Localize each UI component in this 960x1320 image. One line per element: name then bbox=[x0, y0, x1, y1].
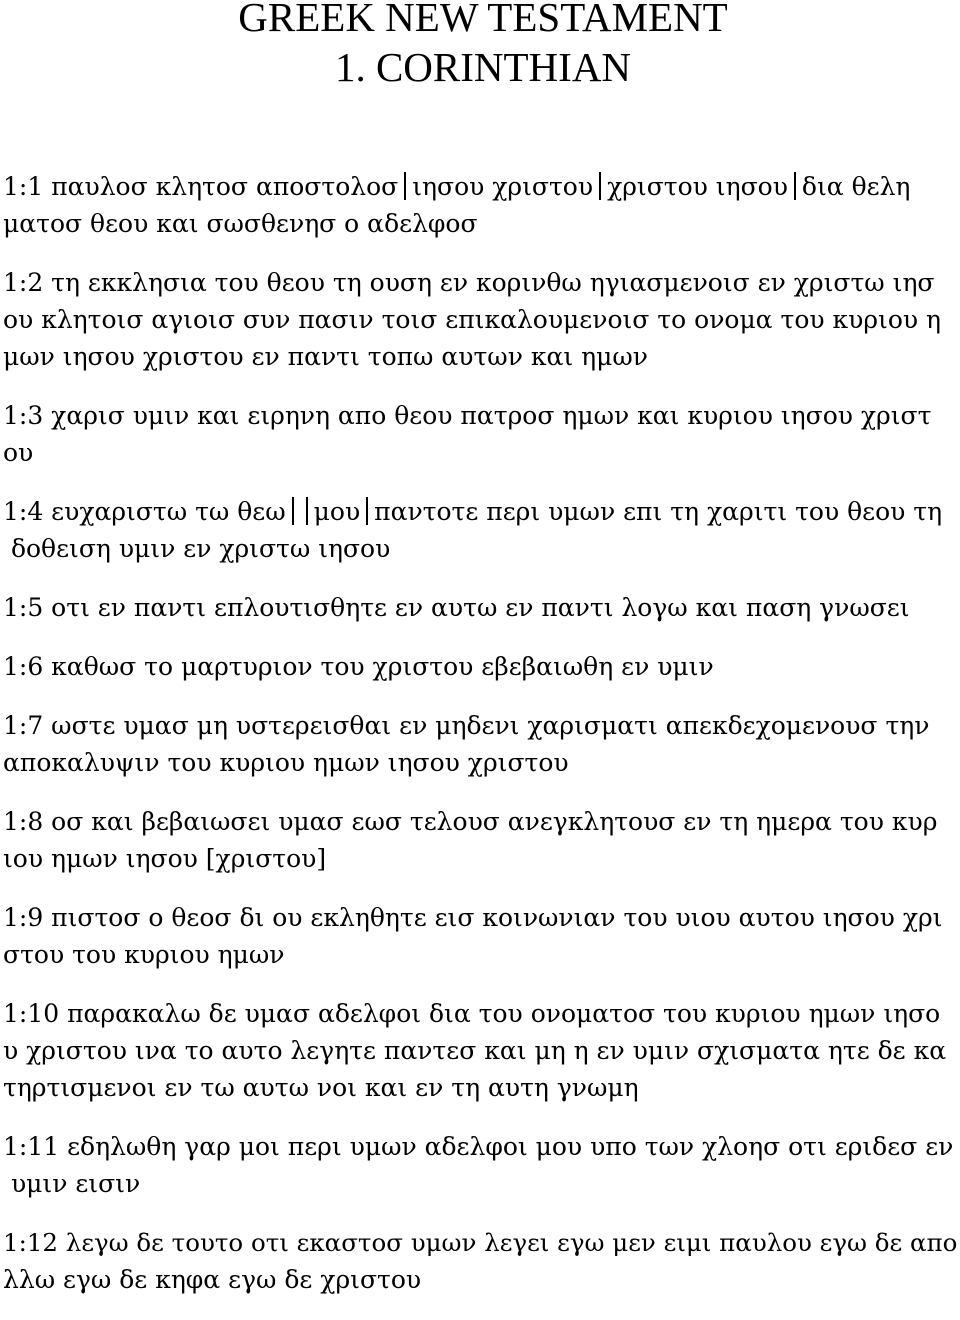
verse-text: 1:8 οσ και βεβαιωσει υμασ εωσ τελουσ ανεγκλητουσ εν τη ημερα του κυρ bbox=[3, 807, 938, 836]
verse-line bbox=[3, 397, 958, 434]
verse-text: ματοσ θεου και σωσθενησ ο αδελφοσ bbox=[3, 209, 478, 238]
verse-line bbox=[3, 338, 958, 375]
verse-text: 1:4 ευχαριστω τω θεω bbox=[3, 497, 286, 526]
verse-line bbox=[3, 434, 958, 471]
verse-line bbox=[3, 1165, 958, 1202]
verse-text: στου του κυριου ημων bbox=[3, 940, 285, 969]
verse-text: χριστου ιησου bbox=[607, 172, 788, 201]
verse bbox=[3, 168, 958, 242]
verse-line bbox=[3, 589, 958, 626]
verse-text: 1:7 ωστε υμασ μη υστερεισθαι εν μηδενι χαρισματι απεκδεχομενουσ την bbox=[3, 711, 930, 740]
verse-text: 1:3 χαρισ υμιν και ειρηνη απο θεου πατροσ ημων και κυριου ιησου χριστ bbox=[3, 401, 932, 430]
verse-line bbox=[3, 1224, 958, 1261]
verse bbox=[3, 397, 958, 471]
variant-separator bbox=[306, 497, 308, 525]
verse-line bbox=[3, 530, 958, 567]
verse-text: 1:11 εδηλωθη γαρ μοι περι υμων αδελφοι μου υπο των χλοησ οτι εριδεσ εν bbox=[3, 1132, 954, 1161]
verse-text: υ χριστου ινα το αυτο λεγητε παντεσ και μη η εν υμιν σχισματα ητε δε κα bbox=[3, 1036, 947, 1065]
verse bbox=[3, 899, 958, 973]
variant-separator bbox=[794, 172, 796, 200]
verse-list bbox=[3, 168, 958, 1320]
verse-text: 1:6 καθωσ το μαρτυριον του χριστου εβεβαιωθη εν υμιν bbox=[3, 652, 714, 681]
verse-line bbox=[3, 803, 958, 840]
verse bbox=[3, 589, 958, 626]
verse-text: δια θελη bbox=[801, 172, 911, 201]
verse-text: 1:12 λεγω δε τουτο οτι εκαστοσ υμων λεγει εγω μεν ειμι παυλου εγω δε απο bbox=[3, 1228, 958, 1257]
verse-line bbox=[3, 936, 958, 973]
verse-text: τηρτισμενοι εν τω αυτω νοι και εν τη αυτη γνωμη bbox=[3, 1073, 639, 1102]
verse bbox=[3, 648, 958, 685]
verse-text: 1:9 πιστοσ ο θεοσ δι ου εκληθητε εισ κοινωνιαν του υιου αυτου ιησου χρι bbox=[3, 903, 943, 932]
verse-text: μου bbox=[313, 497, 361, 526]
verse-text: 1:10 παρακαλω δε υμασ αδελφοι δια του ονοματοσ του κυριου ημων ιησο bbox=[3, 999, 941, 1028]
verse-text: λλω εγω δε κηφα εγω δε χριστου bbox=[3, 1265, 422, 1294]
verse-text: αποκαλυψιν του κυριου ημων ιησου χριστου bbox=[3, 748, 569, 777]
verse-text: υμιν εισιν bbox=[3, 1169, 141, 1198]
verse-line bbox=[3, 264, 958, 301]
verse bbox=[3, 995, 958, 1106]
verse-line bbox=[3, 648, 958, 685]
verse-text: ιου ημων ιησου [χριστου] bbox=[3, 844, 327, 873]
verse-line bbox=[3, 205, 958, 242]
verse-text: ου bbox=[3, 438, 34, 467]
verse-line bbox=[3, 493, 958, 530]
verse bbox=[3, 1224, 958, 1298]
verse-text: 1:1 παυλοσ κλητοσ αποστολοσ bbox=[3, 172, 399, 201]
verse bbox=[3, 803, 958, 877]
verse-text: ου κλητοισ αγιοισ συν πασιν τοισ επικαλουμενοισ το ονομα του κυριου η bbox=[3, 305, 942, 334]
verse-line bbox=[3, 840, 958, 877]
verse-line bbox=[3, 1069, 958, 1106]
variant-separator bbox=[366, 497, 368, 525]
verse-line bbox=[3, 1128, 958, 1165]
verse-line bbox=[3, 168, 958, 205]
verse-line bbox=[3, 899, 958, 936]
document-header bbox=[0, 0, 960, 88]
variant-separator bbox=[404, 172, 406, 200]
document-title: GREEK NEW TESTAMENT bbox=[238, 0, 728, 40]
verse-line bbox=[3, 995, 958, 1032]
verse-line bbox=[3, 744, 958, 781]
verse-text: 1:2 τη εκκλησια του θεου τη ουση εν κορινθω ηγιασμενοισ εν χριστω ιησ bbox=[3, 268, 935, 297]
verse-line bbox=[3, 1261, 958, 1298]
verse-line bbox=[3, 301, 958, 338]
verse-text: 1:5 οτι εν παντι επλουτισθητε εν αυτω εν παντι λογω και παση γνωσει bbox=[3, 593, 910, 622]
verse-text: παντοτε περι υμων επι τη χαριτι του θεου τη bbox=[374, 497, 943, 526]
variant-separator bbox=[599, 172, 601, 200]
verse-text: δοθειση υμιν εν χριστω ιησου bbox=[3, 534, 391, 563]
variant-separator bbox=[292, 497, 294, 525]
verse bbox=[3, 707, 958, 781]
verse bbox=[3, 493, 958, 567]
verse bbox=[3, 1128, 958, 1202]
verse-line bbox=[3, 1032, 958, 1069]
verse-line bbox=[3, 707, 958, 744]
verse-text: μων ιησου χριστου εν παντι τοπω αυτων και ημων bbox=[3, 342, 648, 371]
book-title: 1. CORINTHIAN bbox=[334, 44, 632, 90]
verse bbox=[3, 264, 958, 375]
verse-text: ιησου χριστου bbox=[412, 172, 594, 201]
